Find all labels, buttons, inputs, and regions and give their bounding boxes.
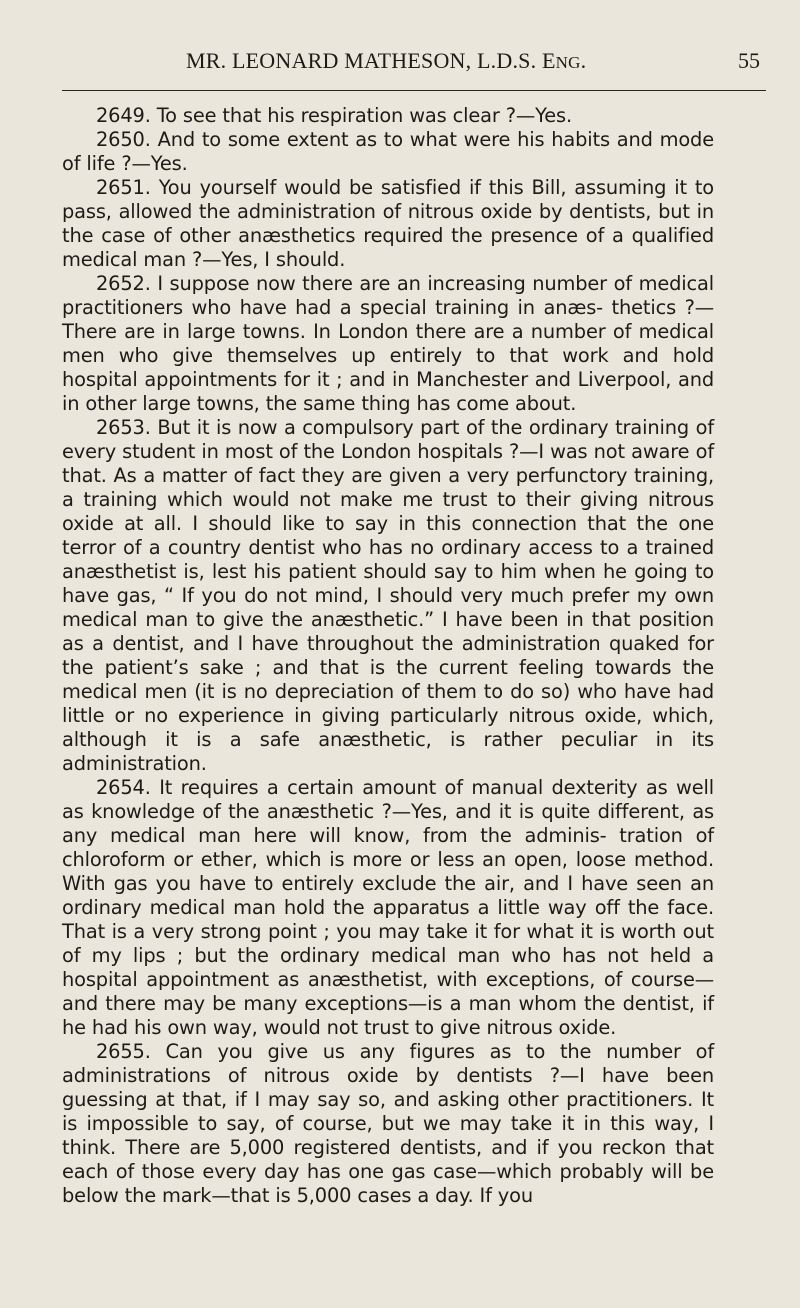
question-number: 2650.	[96, 128, 151, 151]
body-text	[62, 104, 714, 1208]
question-number: 2653.	[96, 416, 151, 439]
question-2651	[62, 176, 714, 272]
question-text: And to some extent as to what were his habits and mode of life ?—Yes.	[62, 128, 714, 175]
question-2650	[62, 128, 714, 176]
question-text: You yourself would be satisfied if this Bill, assuming it to pass, allowed the administration of nitrous oxide by dentists, but in the case of other anæsthetics required the presence of a qualified medical man ?—Yes, I should.	[62, 176, 714, 271]
question-2652	[62, 272, 714, 416]
running-title	[186, 48, 586, 74]
question-text: To see that his respiration was clear ?—Yes.	[156, 104, 572, 127]
question-number: 2654.	[96, 776, 151, 799]
running-title-main: MR. LEONARD MATHESON, L.D.S. E	[186, 48, 556, 73]
question-text: I suppose now there are an increasing number of medical practitioners who have had a special training in anæs- thetics ?—There are in large towns. In London there are a number of medical men who give themselves up entirely to that work and hold hospital appointments for it ; and in Manchester and Liverpool, and in other large towns, the same thing has come about.	[62, 272, 714, 415]
question-2653	[62, 416, 714, 776]
running-head	[48, 0, 766, 72]
page-number: 55	[738, 48, 760, 73]
question-number: 2651.	[96, 176, 151, 199]
question-number: 2652.	[96, 272, 151, 295]
question-2649	[62, 104, 714, 128]
question-text: But it is now a compulsory part of the ordinary training of every student in most of the London hospitals ?—I was not aware of that. As a matter of fact they are given a very perfunctory training, a training which would not make me trust to their giving nitrous oxide at all. I should like to say in this connection that the one terror of a country dentist who has no ordinary access to a trained anæsthetist is, lest his patient should say to him when he going to have gas, “ If you do not mind, I should very much prefer my own medical man to give the anæsthetic.” I have been in that position as a dentist, and I have throughout the administration quaked for the patient’s sake ; and that is the current feeling towards the medical men (it is no depreciation of them to do so) who have had little or no experience in giving particularly nitrous oxide, which, although it is a safe anæsthetic, is rather peculiar in its administration.	[62, 416, 715, 775]
question-2655	[62, 1040, 714, 1208]
question-text: Can you give us any figures as to the number of administrations of nitrous oxide by dentists ?—I have been guessing at that, if I may say so, and asking other practitioners. It is impossible to say, of course, but we may take it in this way, I think. There are 5,000 registered dentists, and if you reckon that each of those every day has one gas case—which probably will be below the mark—that is 5,000 cases a day. If you	[62, 1040, 715, 1207]
question-text: It requires a certain amount of manual dexterity as well as knowledge of the anæsthetic ?—Yes, and it is quite different, as any medical man here will know, from the adminis- tration of chloroform or ether, which is more or less an open, loose method. With gas you have to entirely exclude the air, and I have seen an ordinary medical man hold the apparatus a little way off the face. That is a very strong point ; you may take it for what it is worth out of my lips ; but the ordinary medical man who has not held a hospital appointment as anæsthetist, with exceptions, of course—and there may be many exceptions—is a man whom the dentist, if he had his own way, would not trust to give nitrous oxide.	[62, 776, 715, 1039]
running-title-smallcaps: NG	[555, 53, 581, 72]
question-2654	[62, 776, 714, 1040]
header-rule	[62, 90, 766, 91]
question-number: 2649.	[96, 104, 151, 127]
question-number: 2655.	[96, 1040, 151, 1063]
running-title-end: .	[580, 48, 587, 73]
